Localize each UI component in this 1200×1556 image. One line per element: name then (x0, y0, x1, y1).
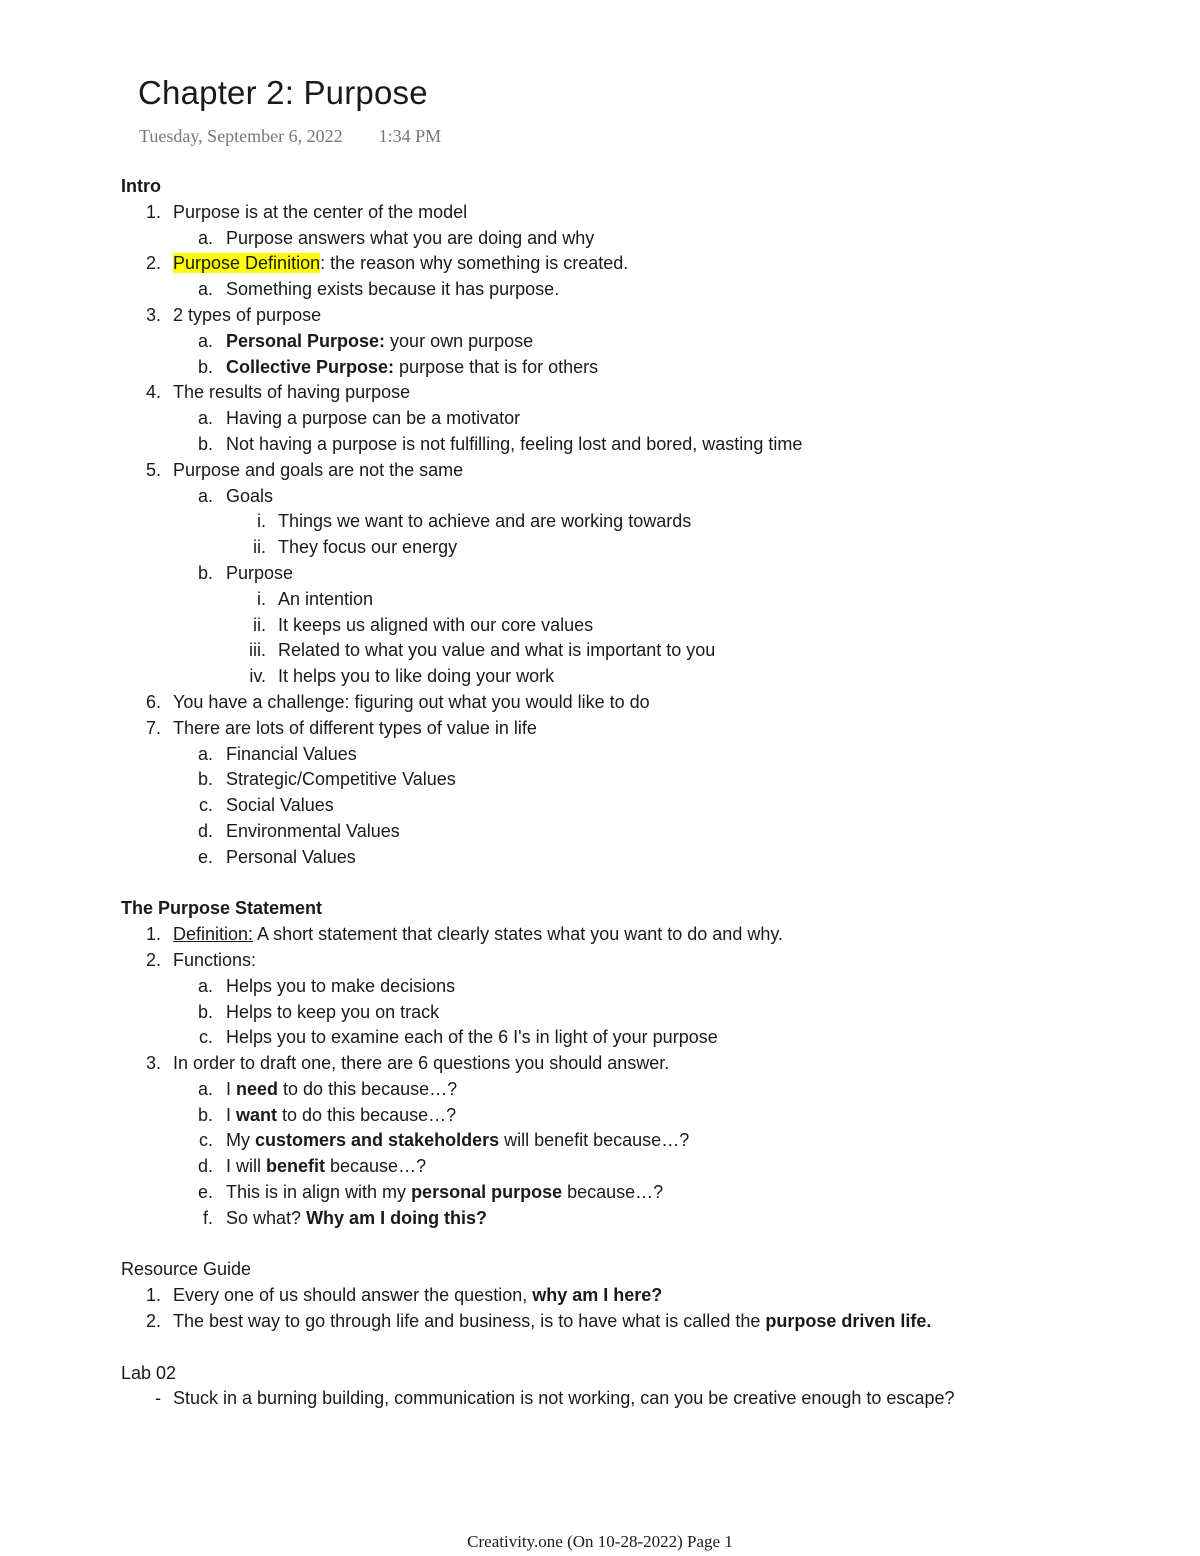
list-text: Purpose and goals are not the same (173, 459, 464, 480)
list-marker: a. (197, 279, 213, 300)
list-item (121, 1154, 1121, 1180)
bold-term: benefit (266, 1156, 326, 1177)
list-item (121, 380, 1121, 406)
list-marker: d. (197, 820, 213, 841)
page-time: 1:34 PM (378, 126, 442, 146)
list-text: An intention (278, 588, 374, 609)
list-text: They focus our energy (278, 537, 458, 558)
list-marker: a. (197, 330, 213, 351)
list-text-rest: purpose that is for others (394, 356, 599, 377)
list-text: It keeps us aligned with our core values (278, 614, 594, 635)
list-text: Helps to keep you on track (226, 1001, 440, 1022)
list-text-rest: A short statement that clearly states what you want to do and why. (253, 924, 784, 945)
list-text: Stuck in a burning building, communication is not working, can you be creative enough to escape? (173, 1388, 955, 1409)
list-item (121, 1283, 1121, 1309)
text-part: I (226, 1104, 237, 1125)
list-text: Having a purpose can be a motivator (226, 408, 521, 429)
list-item (121, 1128, 1121, 1154)
list-item (121, 690, 1121, 716)
text-part: This is in align with my (226, 1182, 412, 1203)
list-item (121, 1309, 1121, 1335)
list-marker: e. (197, 1182, 213, 1203)
list-text (226, 355, 598, 381)
list-marker: 1. (145, 201, 161, 222)
list-marker: c. (198, 1027, 213, 1048)
list-item (121, 742, 1121, 768)
list-marker: 2. (145, 1311, 161, 1332)
list-text: You have a challenge: figuring out what you would like to do (173, 691, 650, 712)
list-text: Something exists because it has purpose. (226, 279, 560, 300)
list-marker: iii. (249, 640, 266, 661)
list-marker: e. (197, 846, 213, 867)
list-item (121, 535, 1121, 561)
bold-term: personal purpose (411, 1182, 563, 1203)
list-marker: b. (197, 1104, 213, 1125)
list-item (121, 948, 1121, 974)
text-part: because…? (562, 1182, 664, 1203)
list-item (121, 1206, 1121, 1232)
list-marker: a. (197, 485, 213, 506)
notes-body (121, 174, 1121, 1412)
page-title: Chapter 2: Purpose (138, 74, 428, 111)
list-marker: 1. (145, 924, 161, 945)
list-marker: 6. (145, 691, 161, 712)
list-item (121, 1077, 1121, 1103)
list-item (121, 767, 1121, 793)
list-text (226, 1180, 663, 1206)
text-part: to do this because…? (278, 1078, 458, 1099)
list-marker: 4. (145, 382, 161, 403)
list-marker: ii. (253, 614, 266, 635)
list-text: Helps you to examine each of the 6 I's in light of your purpose (226, 1027, 718, 1048)
list-marker: b. (197, 562, 213, 583)
list-item (121, 406, 1121, 432)
list-text: Helps you to make decisions (226, 975, 456, 996)
list-text: Goals (226, 485, 274, 506)
list-text (173, 251, 628, 277)
list-text: Purpose answers what you are doing and why (226, 227, 595, 248)
section-heading-intro: Intro (121, 176, 161, 196)
bold-term: Why am I doing this? (306, 1207, 488, 1228)
spacer (121, 1335, 1121, 1361)
text-part: I (226, 1078, 237, 1099)
bold-term: why am I here? (532, 1285, 663, 1306)
list-text: It helps you to like doing your work (278, 666, 555, 687)
list-marker: c. (198, 1130, 213, 1151)
list-item (121, 484, 1121, 510)
spacer (121, 1232, 1121, 1258)
list-marker: f. (202, 1207, 213, 1228)
text-part: So what? (226, 1207, 307, 1228)
list-text (226, 1206, 487, 1232)
list-item (121, 355, 1121, 381)
list-marker: a. (197, 227, 213, 248)
underlined-term: Definition: (173, 924, 254, 945)
list-item (121, 200, 1121, 226)
list-marker: a. (197, 975, 213, 996)
list-text: Environmental Values (226, 820, 400, 841)
list-marker: b. (197, 433, 213, 454)
list-item (121, 819, 1121, 845)
list-text (226, 1128, 689, 1154)
bold-term: want (236, 1104, 278, 1125)
spacer (121, 871, 1121, 897)
list-text: There are lots of different types of value in life (173, 717, 537, 738)
list-marker: a. (197, 743, 213, 764)
list-marker: - (155, 1388, 161, 1409)
list-item (121, 716, 1121, 742)
list-text: Things we want to achieve and are working towards (278, 511, 692, 532)
page-datetime (139, 126, 441, 147)
highlighted-term: Purpose Definition (173, 253, 321, 274)
list-item (121, 329, 1121, 355)
list-marker: a. (197, 408, 213, 429)
list-item (121, 251, 1121, 277)
list-marker: a. (197, 1078, 213, 1099)
list-text (226, 1103, 456, 1129)
list-marker: b. (197, 1001, 213, 1022)
list-text: Personal Values (226, 846, 356, 867)
bold-term: purpose driven life. (765, 1311, 932, 1332)
list-text: 2 types of purpose (173, 304, 322, 325)
section-heading-resource-guide: Resource Guide (121, 1259, 252, 1280)
list-item (121, 458, 1121, 484)
list-text: The results of having purpose (173, 382, 411, 403)
list-marker: b. (197, 769, 213, 790)
list-marker: 3. (145, 304, 161, 325)
list-marker: i. (257, 588, 266, 609)
text-part: to do this because…? (277, 1104, 457, 1125)
list-item (121, 303, 1121, 329)
list-text (173, 1283, 662, 1309)
list-text: Financial Values (226, 743, 357, 764)
list-marker: iv. (249, 666, 266, 687)
list-item (121, 1180, 1121, 1206)
text-part: My (226, 1130, 255, 1151)
list-marker: d. (197, 1156, 213, 1177)
list-text (173, 1309, 931, 1335)
list-text (226, 1077, 457, 1103)
list-item (121, 226, 1121, 252)
bold-term: Collective Purpose: (226, 356, 395, 377)
list-text: Purpose (226, 562, 294, 583)
list-item (121, 613, 1121, 639)
list-item (121, 1000, 1121, 1026)
list-item (121, 664, 1121, 690)
list-text: In order to draft one, there are 6 questions you should answer. (173, 1053, 670, 1074)
list-marker: b. (197, 356, 213, 377)
list-item (121, 561, 1121, 587)
list-item (121, 974, 1121, 1000)
list-text: Strategic/Competitive Values (226, 769, 456, 790)
list-marker: c. (198, 795, 213, 816)
list-text: Related to what you value and what is important to you (278, 640, 716, 661)
list-item (121, 1025, 1121, 1051)
list-text (173, 922, 783, 948)
text-part: I will (226, 1156, 266, 1177)
list-item (121, 922, 1121, 948)
list-marker: ii. (253, 537, 266, 558)
list-item (121, 1103, 1121, 1129)
list-text-rest: your own purpose (385, 330, 534, 351)
list-item (121, 1051, 1121, 1077)
text-part: will benefit because…? (499, 1130, 690, 1151)
list-text: Social Values (226, 795, 334, 816)
list-text: Purpose is at the center of the model (173, 201, 468, 222)
bold-term: Personal Purpose: (226, 330, 386, 351)
list-item (121, 432, 1121, 458)
list-item (121, 277, 1121, 303)
list-marker: 5. (145, 459, 161, 480)
page-footer: Creativity.one (On 10-28-2022) Page 1 (467, 1532, 733, 1551)
list-item (121, 793, 1121, 819)
section-heading-lab: Lab 02 (121, 1362, 177, 1383)
list-marker: 2. (145, 949, 161, 970)
list-marker: 3. (145, 1053, 161, 1074)
list-marker: 7. (145, 717, 161, 738)
list-marker: i. (257, 511, 266, 532)
page-date: Tuesday, September 6, 2022 (139, 126, 343, 146)
list-text (226, 1154, 426, 1180)
list-item (121, 1386, 1121, 1412)
list-marker: 1. (145, 1285, 161, 1306)
list-text-rest: : the reason why something is created. (320, 253, 629, 274)
list-item (121, 845, 1121, 871)
list-item (121, 509, 1121, 535)
text-part: The best way to go through life and business, is to have what is called the (173, 1311, 766, 1332)
list-item (121, 638, 1121, 664)
list-item (121, 587, 1121, 613)
section-heading-purpose-statement: The Purpose Statement (121, 898, 323, 919)
list-marker: 2. (145, 253, 161, 274)
list-text: Functions: (173, 949, 257, 970)
text-part: because…? (325, 1156, 427, 1177)
text-part: Every one of us should answer the question, (173, 1285, 533, 1306)
list-text (226, 329, 533, 355)
list-text: Not having a purpose is not fulfilling, feeling lost and bored, wasting time (226, 433, 803, 454)
bold-term: need (236, 1078, 279, 1099)
bold-term: customers and stakeholders (255, 1130, 500, 1151)
